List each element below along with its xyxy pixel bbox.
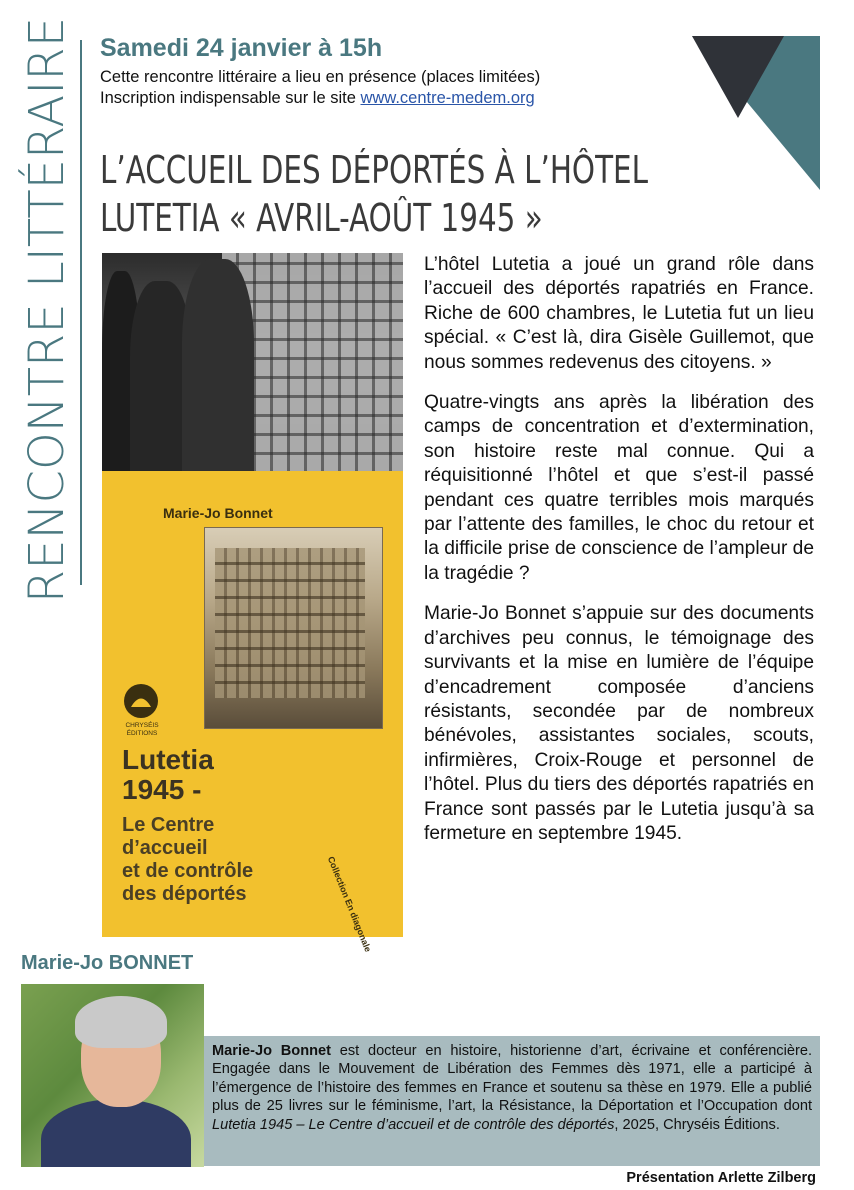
- vertical-title: RENCONTRE LITTÉRAIRE: [19, 16, 75, 604]
- book-subtitle: Le Centre d’accueil et de contrôle des déportés: [122, 814, 254, 905]
- bio-text-end: , 2025, Chryséis Éditions.: [614, 1116, 780, 1133]
- archive-photo: [102, 253, 403, 471]
- presenter-credit: Présentation Arlette Zilberg: [626, 1170, 816, 1186]
- author-photo: [21, 984, 204, 1167]
- main-title-line2: LUTETIA « AVRIL-AOÛT 1945 »: [100, 196, 543, 240]
- article-body: [424, 253, 814, 862]
- book-title: Lutetia 1945 -: [122, 744, 214, 805]
- author-bio: [204, 1036, 820, 1166]
- paragraph-1: L’hôtel Lutetia a joué un grand rôle dans l’accueil des déportés rapatriés en France. Riche de 600 chambres, le Lutetia fut un lieu spécial. « C’est là, dira Gisèle Guillemot, que nous sommes redevenus des citoyens. »: [424, 254, 814, 373]
- event-date: Samedi 24 janvier à 15h: [100, 34, 383, 62]
- book-collection: Collection En diagonale: [325, 855, 374, 954]
- vertical-title-wrap: [18, 16, 76, 604]
- vertical-divider: [80, 40, 82, 585]
- website-link[interactable]: www.centre-medem.org: [360, 89, 535, 107]
- main-title: [100, 146, 760, 242]
- book-cover-photo: [204, 527, 383, 729]
- paragraph-3: Marie-Jo Bonnet s’appuie sur des documents d’archives peu connus, le témoignage des survivants et la mise en lumière de l’équipe d’encadrement composée d’anciens résistants, secondée par de nombreux bénévoles, assistantes sociales, scouts, infirmières, Croix-Rouge et personnel de l’hôtel. Plus du tiers des déportés rapatriés en France sont passés par le Lutetia jusqu’à sa fermeture en septembre 1945.: [424, 603, 814, 844]
- main-title-line1: L’ACCUEIL DES DÉPORTÉS À L’HÔTEL: [100, 148, 648, 192]
- bio-text: est docteur en histoire, historienne d’art, écrivaine et conférencière. Engagée dans le Mouvement de Libération des Femmes dès 1971, elle a participé à l’émergence de l’histoire des femmes en France et soutenu sa thèse en 1979. Elle a publié plus de 25 livres sur le féminisme, l’art, la Résistance, la Déportation et l’Occupation dont: [212, 1043, 812, 1115]
- publisher-name: CHRYSÉIS ÉDITIONS: [125, 722, 159, 737]
- event-info-line: Cette rencontre littéraire a lieu en présence (places limitées): [100, 68, 541, 86]
- paragraph-2: Quatre-vingts ans après la libération des camps de concentration et d’extermination, son histoire reste mal connue. Qui a réquisitionné l’hôtel et que s’est-il passé pendant ces quatre terribles mois marqués par l’attente des familles, le choc du retour et la difficile prise de conscience de l’ampleur de la tragédie ?: [424, 392, 815, 584]
- bio-book-title: Lutetia 1945 – Le Centre d’accueil et de contrôle des déportés: [212, 1116, 615, 1133]
- publisher-logo-icon: [122, 682, 160, 720]
- author-heading: Marie-Jo BONNET: [21, 952, 194, 974]
- bio-name: Marie-Jo Bonnet: [212, 1043, 332, 1059]
- book-author: Marie-Jo Bonnet: [163, 505, 273, 521]
- event-registration-line: [100, 89, 535, 108]
- registration-text: Inscription indispensable sur le site: [100, 89, 361, 107]
